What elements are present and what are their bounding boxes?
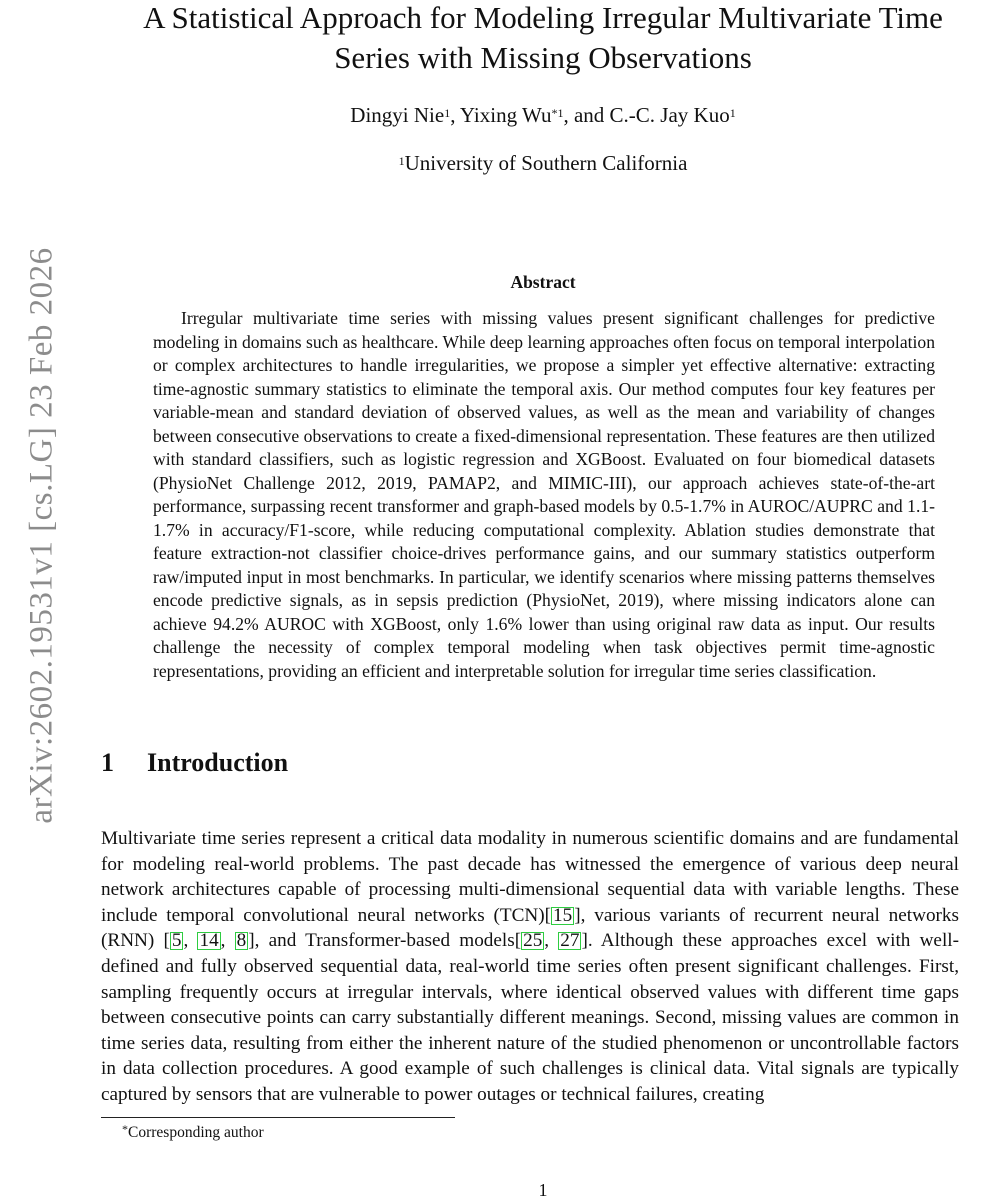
affiliation-marker: 1	[444, 106, 451, 120]
arxiv-identifier-text: arXiv:2602.19531v1 [cs.LG] 23 Feb 2026	[23, 246, 60, 824]
affiliation-marker: 1	[398, 154, 405, 168]
author-name: Yixing Wu	[459, 103, 552, 127]
affiliation	[100, 148, 985, 178]
author-separator: ,	[450, 103, 460, 127]
citation-link[interactable]: 15	[553, 904, 573, 926]
citation-link[interactable]: 14	[199, 930, 219, 952]
intro-text: ]. Although these approaches excel with well-defined and fully observed sequential data, real-world time series often present significant challenges. First, sampling frequently occurs at irregular intervals, where identical observed values with different time gaps between consecutive points can carry substantially different meanings. Second, missing values are common in time series data, resulting from either the inherent nature of the studied phenomenon or uncontrollable factors in data collection procedures. A good example of such challenges is clinical data. Vital signals are typically captured by sensors that are vulnerable to power outages or technical failures, creating	[101, 930, 959, 1105]
title-line-2: Series with Missing Observations	[334, 40, 752, 75]
abstract-heading: Abstract	[510, 272, 576, 292]
citation-link[interactable]: 5	[171, 930, 182, 952]
author-name: C.-C. Jay Kuo	[609, 103, 730, 127]
abstract-text: Irregular multivariate time series with missing values present significant challenges for predictive modeling in domains such as healthcare. While deep learning approaches often focus on temporal interpolation or complex architectures to handle irregularities, we propose a simpler yet effective alternative: extracting time-agnostic summary statistics to eliminate the temporal axis. Our method computes four key features per variable-mean and standard deviation of observed values, as well as the mean and variability of changes between consecutive observations to create a fixed-dimensional representation. These features are then utilized with standard classifiers, such as logistic regression and XGBoost. Evaluated on four biomedical datasets (PhysioNet Challenge 2012, 2019, PAMAP2, and MIMIC-III), our approach achieves state-of-the-art performance, surpassing recent transformer and graph-based models by 0.5-1.7% in AUROC/AUPRC and 1.1-1.7% in accuracy/F1-score, while reducing computational complexity. Ablation studies demonstrate that feature extraction-not classifier choice-drives performance gains, and our summary statistics outperform raw/imputed input in most benchmarks. In particular, we identify scenarios where missing patterns themselves encode predictive signals, as in sepsis prediction (PhysioNet, 2019), where missing indicators alone can achieve 94.2% AUROC with XGBoost, only 1.6% lower than using original raw data as input. Our results challenge the necessity of complex temporal modeling when task objectives permit time-agnostic representations, providing an efficient and interpretable solution for irregular time series classification.	[153, 308, 935, 681]
section-title: Introduction	[147, 748, 289, 777]
title-line-1: A Statistical Approach for Modeling Irregular Multivariate Time	[143, 0, 943, 35]
footnote-marker: *	[122, 1122, 128, 1136]
citation-separator: ,	[544, 930, 559, 952]
affiliation-marker: 1	[729, 106, 736, 120]
citation-link[interactable]: 8	[236, 930, 247, 952]
section-number: 1	[101, 748, 114, 777]
intro-text: , various variants of recurrent neural networks (RNN) [	[101, 904, 959, 952]
author-separator: , and	[563, 103, 610, 127]
intro-text: ], and Transformer-based models[	[248, 930, 522, 952]
footnote	[122, 1124, 264, 1142]
introduction-paragraph: Multivariate time series represent a critical data modality in numerous scientific domains and are fundamental for modeling real-world problems. The past decade has witnessed the emergence of various deep neural network architectures capable of processing multi-dimensional sequential data with variable lengths. These include temporal convolutional neural networks (TCN)[ 15 ], various variants of recurrent neural networks (RNN) [ 5 , 14 , 8 ], and Transformer-based models[ 25 , 27 ]. Although these approaches excel with well-defined and fully observed sequential data, real-world time series often present significant challenges. First, sampling frequently occurs at irregular intervals, where identical observed values with different time gaps between consecutive points can carry substantially different meanings. Second, missing values are common in time series data, resulting from either the inherent nature of the studied phenomenon or uncontrollable factors in data collection procedures. A good example of such challenges is clinical data. Vital signals are typically captured by sensors that are vulnerable to power outages or technical failures, creating	[101, 828, 959, 1105]
arxiv-identifier-stamp	[18, 205, 66, 865]
citation-separator: ,	[220, 930, 235, 952]
affiliation-marker: *1	[551, 106, 564, 120]
footnote-text: Corresponding author	[128, 1124, 264, 1141]
intro-text: Multivariate time series represent a critical data modality in numerous scientific domains and are fundamental for modeling real-world problems. The past decade has witnessed the emergence of various deep neural network architectures capable of processing multi-dimensional sequential data with variable lengths. These include temporal convolutional neural networks (TCN)	[101, 828, 959, 926]
author-name: Dingyi Nie	[350, 103, 445, 127]
citation-link[interactable]: 27	[560, 930, 580, 952]
author-list	[100, 100, 985, 130]
paper-title	[100, 0, 985, 78]
section-heading	[101, 748, 288, 778]
citation-separator: ,	[183, 930, 198, 952]
page-number: 1	[538, 1180, 548, 1200]
citation-link[interactable]: 25	[523, 930, 543, 952]
footnote-rule	[101, 1117, 455, 1118]
affiliation-name: University of Southern California	[404, 151, 688, 175]
